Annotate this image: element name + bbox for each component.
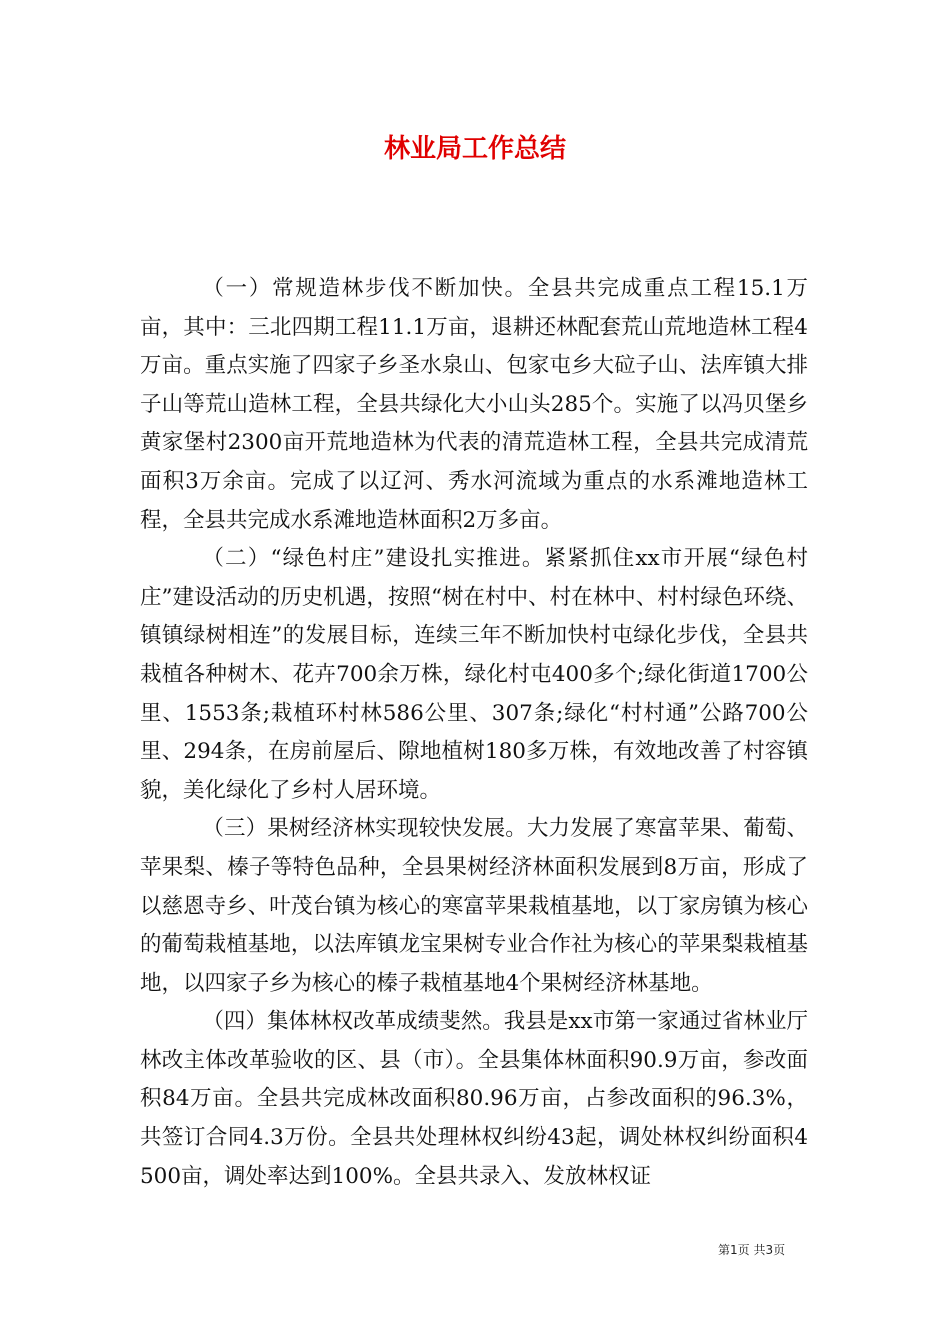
page-number-footer: 第1页 共3页 [718,1243,786,1257]
paragraph-4: （四）集体林权改革成绩斐然。我县是xx市第一家通过省林业厅林改主体改革验收的区、县（市）。全县集体林面积90.9万亩，参改面积84万亩。全县共完成林改面积80.96万亩，占参改面积的96.3%，共签订合同4.3万份。全县共处理林权纠纷43起，调处林权纠纷面积4500亩，调处率达到100%。全县共录入、发放林权证 [140,1009,808,1189]
paragraph-1: （一）常规造林步伐不断加快。全县共完成重点工程15.1万亩，其中：三北四期工程11.1万亩，退耕还林配套荒山荒地造林工程4万亩。重点实施了四家子乡圣水泉山、包家屯乡大砬子山、法库镇大排子山等荒山造林工程，全县共绿化大小山头285个。实施了以冯贝堡乡黄家堡村2300亩开荒地造林为代表的清荒造林工程，全县共完成清荒面积3万余亩。完成了以辽河、秀水河流域为重点的水系滩地造林工程，全县共完成水系滩地造林面积2万多亩。 [140,276,808,533]
document-title: 林业局工作总结 [383,134,566,164]
paragraph-3: （三）果树经济林实现较快发展。大力发展了寒富苹果、葡萄、苹果梨、榛子等特色品种，全县果树经济林面积发展到8万亩，形成了以慈恩寺乡、叶茂台镇为核心的寒富苹果栽植基地，以丁家房镇为核心的葡萄栽植基地，以法库镇龙宝果树专业合作社为核心的苹果梨栽植基地，以四家子乡为核心的榛子栽植基地4个果树经济林基地。 [140,816,808,996]
paragraph-2: （二）“绿色村庄”建设扎实推进。紧紧抓住xx市开展“绿色村庄”建设活动的历史机遇，按照“树在村中、村在林中、村村绿色环绕、镇镇绿树相连”的发展目标，连续三年不断加快村屯绿化步伐，全县共栽植各种树木、花卉700余万株，绿化村屯400多个;绿化街道1700公里、1553条;栽植环村林586公里、307条;绿化“村村通”公路700公里、294条，在房前屋后、隙地植树180多万株，有效地改善了村容镇貌，美化绿化了乡村人居环境。 [140,546,808,803]
document-body [140,270,808,1196]
